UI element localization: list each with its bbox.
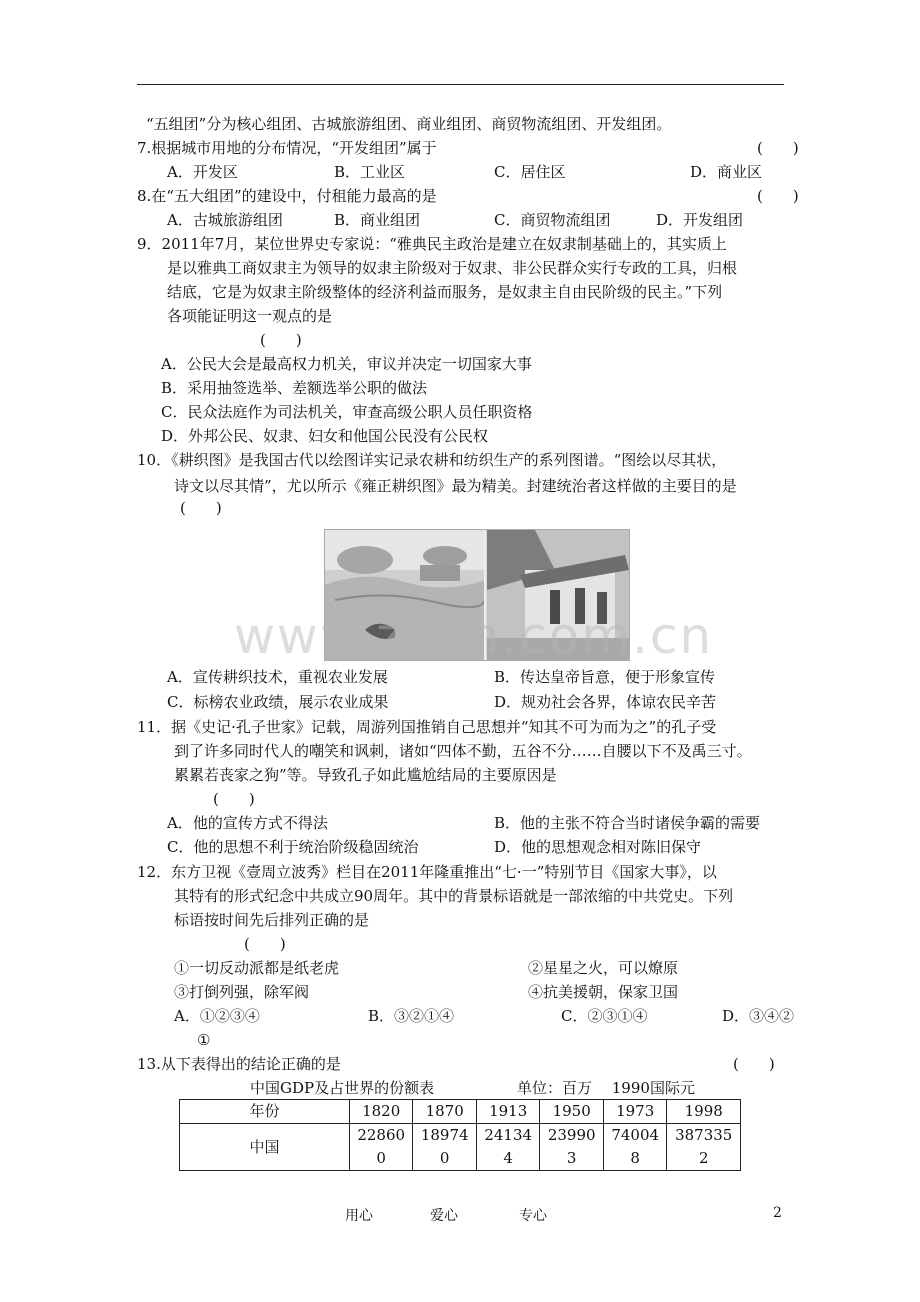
table-cell: 1913 — [476, 1100, 540, 1124]
table-caption: 中国GDP及占世界的份额表 — [250, 1079, 435, 1097]
q10-option-d: D．规劝社会各界，体谅农民辛苦 — [494, 693, 717, 711]
q10-option-b: B．传达皇帝旨意，便于形象宣传 — [494, 668, 716, 686]
q12-option-c: C．②③①④ — [561, 1007, 648, 1025]
q7-stem: 7.根据城市用地的分布情况，“开发组团”属于 — [137, 139, 437, 157]
table-cell: 18974 0 — [413, 1124, 477, 1171]
q11-option-c: C．他的思想不利于统治阶级稳固统治 — [167, 838, 419, 856]
q12-line-1: 12．东方卫视《壹周立波秀》栏目在2011年隆重推出“七·一”特别节目《国家大事》，以 — [137, 863, 717, 881]
table-cell: 22860 0 — [349, 1124, 413, 1171]
q9-line-1: 9．2011年7月，某位世界史专家说：“雅典民主政治是建立在奴隶制基础上的，其实质上 — [137, 235, 727, 253]
q8-stem: 8.在“五大组团”的建设中，付租能力最高的是 — [137, 187, 437, 205]
table-cell: 1973 — [603, 1100, 667, 1124]
q12-option-d-wrap: ① — [197, 1031, 211, 1049]
footer-text-1: 用心 — [345, 1208, 373, 1224]
q13-answer-blank: ( ) — [733, 1055, 775, 1073]
gdp-table — [179, 1099, 741, 1171]
q9-option-c: C．民众法庭作为司法机关，审查高级公职人员任职资格 — [161, 403, 533, 421]
q9-option-d: D．外邦公民、奴隶、妇女和他国公民没有公民权 — [161, 427, 489, 445]
watermark: www.zixin.com.cn — [234, 607, 714, 665]
q10-option-a: A．宣传耕织技术，重视农业发展 — [167, 668, 388, 686]
q8-option-d: D．开发组团 — [656, 211, 744, 229]
table-row-label: 中国 — [180, 1124, 350, 1171]
intro-text: “五组团”分为核心组团、古城旅游组团、商业组团、商贸物流组团、开发组团。 — [146, 115, 672, 133]
q12-line-2: 其特有的形式纪念中共成立90周年。其中的背景标语就是一部浓缩的中共党史。下列 — [174, 887, 734, 905]
q11-line-3: 累累若丧家之狗”等。导致孔子如此尴尬结局的主要原因是 — [174, 766, 557, 784]
table-row — [180, 1124, 741, 1171]
q9-option-b: B．采用抽签选举、差额选举公职的做法 — [161, 379, 428, 397]
q12-option-d: D．③④② — [722, 1007, 795, 1025]
table-cell: 24134 4 — [476, 1124, 540, 1171]
q12-slogan-1: ①一切反动派都是纸老虎 — [174, 959, 340, 977]
q9-line-4: 各项能证明这一观点的是 — [167, 307, 333, 325]
table-unit: 单位：百万 1990国际元 — [517, 1079, 695, 1097]
header-rule — [137, 84, 784, 85]
table-cell: 1820 — [349, 1100, 413, 1124]
q11-line-2: 到了许多同时代人的嘲笑和讽刺，诸如“四体不勤，五谷不分……自腰以下不及禹三寸。 — [174, 742, 752, 760]
q8-option-b: B．商业组团 — [334, 211, 421, 229]
table-cell: 1950 — [540, 1100, 604, 1124]
q10-option-c: C．标榜农业政绩，展示农业成果 — [167, 693, 389, 711]
page-number: 2 — [773, 1205, 782, 1221]
q12-option-a: A．①②③④ — [174, 1007, 260, 1025]
q10-line-2: 诗文以尽其情”，尤以所示《雍正耕织图》最为精美。封建统治者这样做的主要目的是 — [174, 477, 737, 495]
q10-line-1: 10．《耕织图》是我国古代以绘图详实记录农耕和纺织生产的系列图谱。“图绘以尽其状， — [137, 451, 727, 469]
q9-line-2: 是以雅典工商奴隶主为领导的奴隶主阶级对于奴隶、非公民群众实行专政的工具，归根 — [167, 259, 738, 277]
q11-option-a: A．他的宣传方式不得法 — [167, 814, 328, 832]
table-header-row — [180, 1100, 741, 1124]
table-cell: 387335 2 — [667, 1124, 741, 1171]
q7-option-b: B．工业区 — [334, 163, 406, 181]
q12-option-b: B．③②①④ — [368, 1007, 455, 1025]
footer-text-3: 专心 — [519, 1208, 547, 1224]
table-cell: 1870 — [413, 1100, 477, 1124]
q9-line-3: 结底，它是为奴隶主阶级整体的经济利益而服务，是奴隶主自由民阶级的民主。”下列 — [167, 283, 723, 301]
table-cell: 74004 8 — [603, 1124, 667, 1171]
q8-answer-blank: ( ) — [757, 187, 799, 205]
q11-answer-blank: ( ) — [213, 790, 255, 808]
q12-line-3: 标语按时间先后排列正确的是 — [174, 911, 370, 929]
q13-stem: 13.从下表得出的结论正确的是 — [137, 1055, 341, 1073]
q12-slogan-2: ②星星之火，可以燎原 — [528, 959, 679, 977]
q7-answer-blank: ( ) — [757, 139, 799, 157]
q12-answer-blank: ( ) — [244, 935, 286, 953]
q8-option-a: A．古城旅游组团 — [167, 211, 283, 229]
footer-text-2: 爱心 — [430, 1208, 458, 1224]
q12-slogan-4: ④抗美援朝，保家卫国 — [528, 983, 679, 1001]
q9-option-a: A．公民大会是最高权力机关，审议并决定一切国家大事 — [161, 355, 532, 373]
q9-answer-blank: ( ) — [260, 331, 302, 349]
q8-option-c: C．商贸物流组团 — [494, 211, 611, 229]
q12-slogan-3: ③打倒列强，除军阀 — [174, 983, 310, 1001]
q7-option-d: D．商业区 — [690, 163, 763, 181]
q7-option-c: C．居住区 — [494, 163, 566, 181]
q11-option-b: B．他的主张不符合当时诸侯争霸的需要 — [494, 814, 761, 832]
table-cell: 23990 3 — [540, 1124, 604, 1171]
table-header-year: 年份 — [180, 1100, 350, 1124]
table-cell: 1998 — [667, 1100, 741, 1124]
q7-option-a: A．开发区 — [167, 163, 238, 181]
q11-line-1: 11．据《史记·孔子世家》记载，周游列国推销自己思想并“知其不可为而为之”的孔子受 — [137, 718, 717, 736]
q10-answer-blank: ( ) — [180, 499, 222, 517]
q11-option-d: D．他的思想观念相对陈旧保守 — [494, 838, 702, 856]
